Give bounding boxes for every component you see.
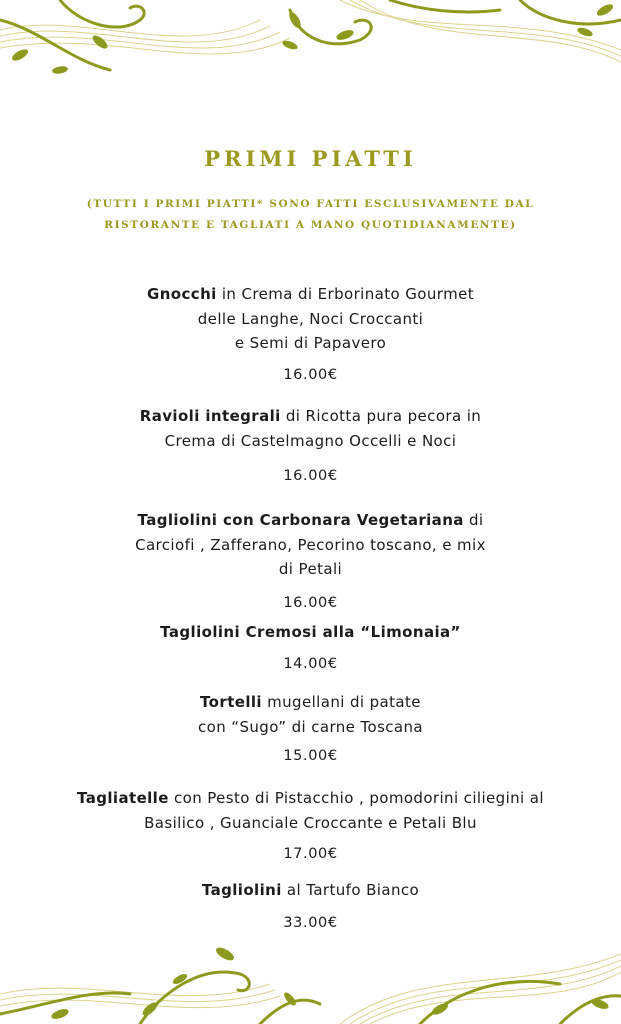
dish-tagliatelle	[30, 786, 591, 835]
subtitle-line-2: RISTORANTE E TAGLIATI A MANO QUOTIDIANAMENTE)	[104, 219, 517, 231]
dish-description: con Pesto di Pistacchio , pomodorini ciliegini al	[168, 789, 544, 807]
dish-line	[30, 282, 591, 307]
dish-description: di	[463, 511, 484, 529]
dish-price: 14.00€	[283, 656, 338, 672]
dish-name: Gnocchi	[146, 285, 217, 303]
top-floral-ornament	[0, 0, 621, 90]
dish-line	[30, 786, 591, 811]
dish-name: Tagliolini con Carbonara Vegetariana	[137, 511, 464, 529]
dish-name: Tagliolini	[201, 881, 282, 899]
dish-tagliolini-carbonara	[30, 508, 591, 582]
bottom-floral-ornament	[0, 934, 621, 1024]
dish-price: 33.00€	[283, 915, 338, 931]
dish-line	[30, 404, 591, 429]
dish-price: 16.00€	[283, 367, 338, 383]
dish-name: Tortelli	[200, 693, 262, 711]
dish-price: 15.00€	[283, 748, 338, 764]
dish-name: Tagliatelle	[77, 789, 169, 807]
dish-gnocchi	[30, 282, 591, 356]
dish-line	[30, 620, 591, 645]
dish-description: al Tartufo Bianco	[281, 881, 420, 899]
dish-description: di Ricotta pura pecora in	[280, 407, 482, 425]
dish-price: 17.00€	[283, 846, 338, 862]
dish-line	[30, 690, 591, 715]
menu-subtitle	[60, 194, 561, 236]
subtitle-line-1: (TUTTI I PRIMI PIATTI* SONO FATTI ESCLUSIVAMENTE DAL	[86, 198, 535, 210]
dish-description: Crema di Castelmagno Occelli e Noci	[164, 431, 457, 450]
menu-title: PRIMI PIATTI	[204, 146, 417, 171]
dish-tagliolini-limonaia	[30, 620, 591, 645]
dish-description: in Crema di Erborinato Gourmet	[216, 285, 475, 303]
dish-description: di Petali	[278, 560, 343, 578]
dish-name: Tagliolini Cremosi alla “Limonaia”	[160, 623, 461, 641]
dish-line	[30, 878, 591, 903]
dish-name: Ravioli integrali	[139, 407, 281, 425]
dish-price: 16.00€	[283, 595, 338, 611]
dish-line	[30, 508, 591, 533]
dish-price: 16.00€	[283, 468, 338, 484]
dish-description: delle Langhe, Noci Croccanti	[197, 309, 424, 328]
dish-description: e Semi di Papavero	[234, 334, 387, 352]
dish-description: Basilico , Guanciale Croccante e Petali Blu	[144, 813, 477, 832]
dish-description: mugellani di patate	[261, 693, 421, 711]
dish-description: Carciofi , Zafferano, Pecorino toscano, e mix	[135, 535, 486, 554]
dish-description: con “Sugo” di carne Toscana	[197, 717, 424, 736]
dish-ravioli-integrali	[30, 404, 591, 453]
dish-tortelli	[30, 690, 591, 739]
dish-tagliolini-tartufo	[30, 878, 591, 903]
